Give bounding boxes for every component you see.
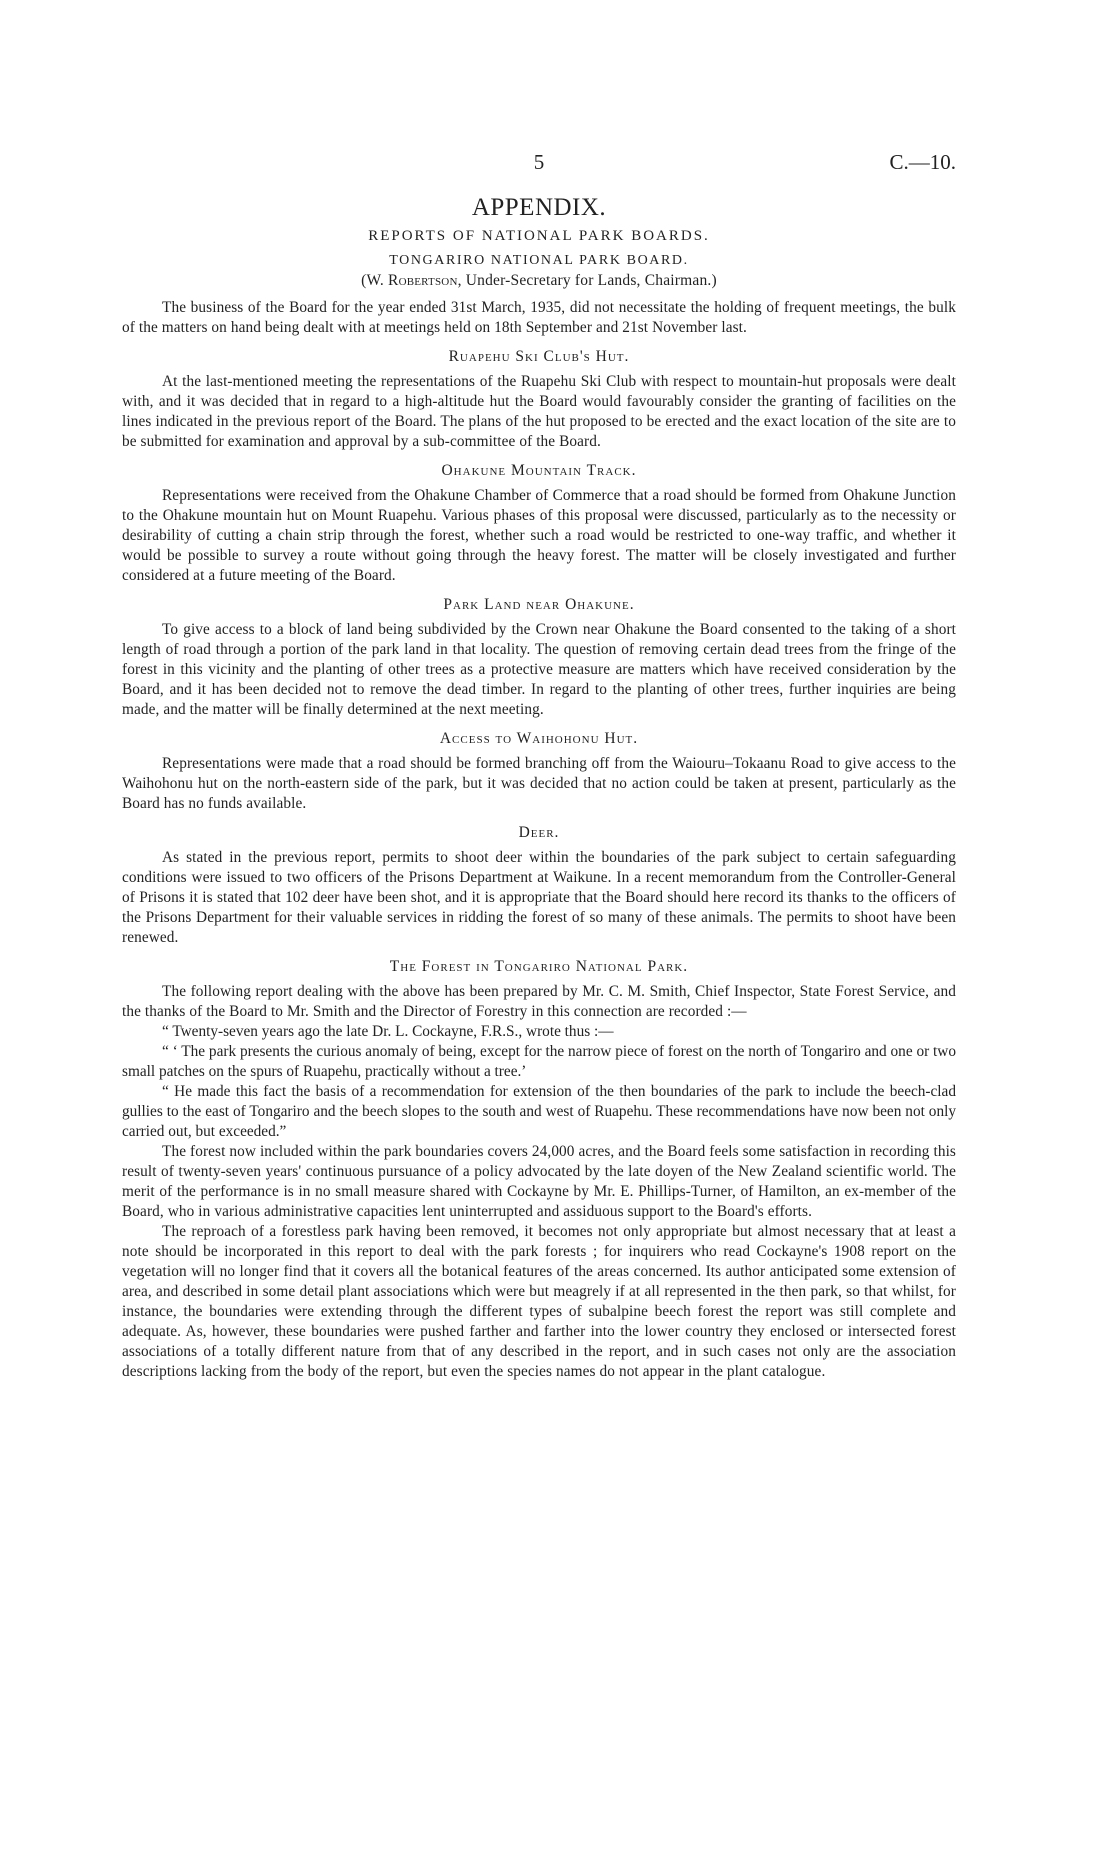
paragraph: At the last-mentioned meeting the representations of the Ruapehu Ski Club with respect to mountain-hut proposals were dealt with, and it was decided that in regard to a high-altitude hut the Board would favourably consider the granting of facilities on the lines indicated in the previous report of the Board. The plans of the hut proposed to be erected and the exact location of the site are to be submitted for examination and approval by a sub-committee of the Board. [122,373,956,450]
intro-paragraph: The business of the Board for the year ended 31st March, 1935, did not necessitate the holding of frequent meetings, the bulk of the matters on hand being dealt with at meetings held on 18th September and 21st November last. [122,299,956,336]
section-heading: Ohakune Mountain Track. [441,462,637,479]
paragraph: Representations were made that a road should be formed branching off from the Waiouru–Tokaanu Road to give access to the Waihohonu hut on the north-eastern side of the park, but it was decided that no action could be taken at present, particularly as the Board has no funds available. [122,755,956,812]
section-ski-hut [122,348,956,452]
section-waihohonu [122,730,956,814]
section-heading: Park Land near Ohakune. [443,596,635,613]
section-heading: The Forest in Tongariro National Park. [389,958,689,975]
paragraph: Representations were received from the Ohakune Chamber of Commerce that a road should be formed from Ohakune Junction to the Ohakune mountain hut on Mount Ruapehu. Various phases of this proposal were discussed, particularly as to the necessity or desirability of cutting a chain strip through the forest, whether such a road would be restricted to one-way traffic, and whether it would be possible to survey a route without going through the heavy forest. The matter will be closely investigated and further considered at a future meeting of the Board. [122,487,956,584]
section-heading: Deer. [518,824,560,841]
paragraph: The following report dealing with the above has been prepared by Mr. C. M. Smith, Chief Inspector, State Forest Service, and the thanks of the Board to Mr. Smith and the Director of Forestry in this connection are recorded :— [122,983,956,1020]
section-heading: Ruapehu Ski Club's Hut. [448,348,630,365]
section-ohakune-track [122,462,956,586]
paragraph: As stated in the previous report, permits to shoot deer within the boundaries of the park subject to certain safeguarding conditions were issued to two officers of the Prisons Department at Waikune. In a recent memorandum from the Controller-General of Prisons it is stated that 102 deer have been shot, and it is appropriate that the Board should here record its thanks to the officers of the Prisons Department for their valuable services in ridding the forest of so many of these animals. The permits to shoot have been renewed. [122,849,956,946]
paragraph: The reproach of a forestless park having been removed, it becomes not only appropriate but almost necessary that at least a note should be incorporated in this report to deal with the park forests ; for inquirers who read Cockayne's 1908 report on the vegetation will no longer find that it covers all the botanical features of the areas concerned. Its author anticipated some extension of area, and described in some detail plant associations which were but meagrely if at all represented in the then park, so that whilst, for instance, the boundaries were extending through the different types of subalpine beech forest the report was still complete and adequate. As, however, these boundaries were pushed farther and farther into the lower country they enclosed or intersected forest associations of a totally different nature from that of any described in the report, and in such cases not only are the association descriptions lacking from the body of the report, but even the species names do not appear in the plant catalogue. [122,1223,956,1380]
chairman-prefix: (W. [361,272,389,289]
appendix-title: APPENDIX. [471,194,607,221]
quotation: “ He made this fact the basis of a recommendation for extension of the then boundaries of the park to include the beech-clad gullies to the east of Tongariro and the beech slopes to the south and west of Ruapehu. These recommendations have now been not only carried out, but exceeded.” [122,1083,956,1140]
quotation: “ Twenty-seven years ago the late Dr. L. Cockayne, F.R.S., wrote thus :— [162,1023,614,1040]
section-forest [122,958,956,1382]
section-park-land [122,596,956,720]
page-number: 5 [533,150,545,174]
quotation: “ ‘ The park presents the curious anomaly of being, except for the narrow piece of forest on the north of Tongariro and one or two small patches on the spurs of Ruapehu, practically without a tree.’ [122,1043,956,1080]
document-code: C.—10. [889,150,956,174]
chairman-name: Robertson [388,272,458,289]
reports-title: REPORTS OF NATIONAL PARK BOARDS. [368,228,710,244]
board-title: TONGARIRO NATIONAL PARK BOARD. [389,253,689,268]
paragraph: The forest now included within the park boundaries covers 24,000 acres, and the Board feels some satisfaction in recording this result of twenty-seven years' continuous pursuance of a policy advocated by the late doyen of the New Zealand scientific world. The merit of the performance is in no small measure shared with Cockayne by Mr. E. Phillips-Turner, of Hamilton, an ex-member of the Board, who in various administrative capacities lent uninterrupted and assiduous support to the Board's efforts. [122,1143,956,1220]
section-deer [122,824,956,948]
page-header [122,150,956,180]
chairman-suffix: , Under-Secretary for Lands, Chairman.) [457,272,717,289]
chairman-line [122,272,956,290]
document-page [122,150,956,1382]
section-heading: Access to Waihohonu Hut. [439,730,639,747]
paragraph: To give access to a block of land being subdivided by the Crown near Ohakune the Board consented to the taking of a short length of road through a portion of the park land in that locality. The question of removing certain dead trees from the fringe of the forest in this vicinity and the planting of other trees as a protective measure are matters which have received consideration by the Board, and it has been decided not to remove the dead timber. In regard to the planting of other trees, further inquiries are being made, and the matter will be finally determined at the next meeting. [122,621,956,718]
